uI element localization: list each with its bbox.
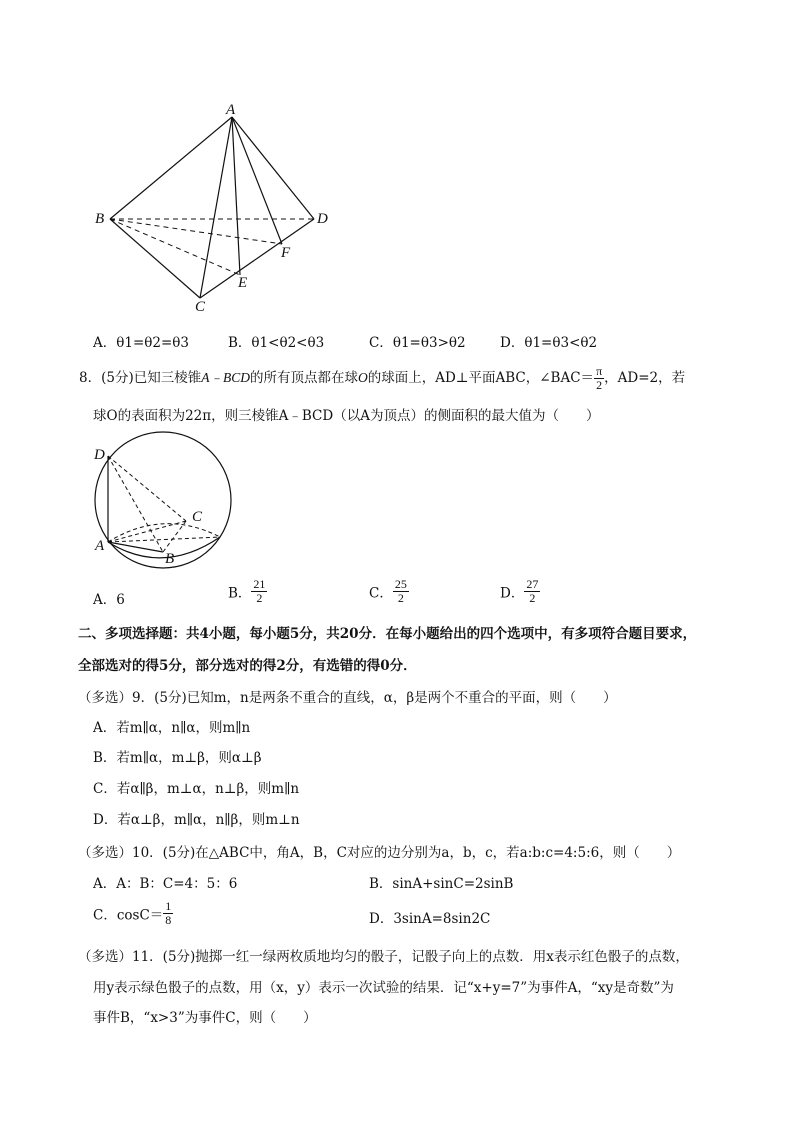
q10-option-c: C．cosC＝ $\frac{1}{8}$ — [93, 899, 172, 927]
q7-option-d: D．θ1=θ3<θ2 — [500, 335, 598, 351]
vertex-label-B: B — [95, 211, 105, 227]
q8-option-b: B． $\frac{21}{2}$ — [228, 577, 266, 605]
q10-option-b: B．sinA+sinC=2sinB — [369, 876, 514, 892]
q8-stem-line1: 8．(5分)已知三棱锥A﹣BCD的所有顶点都在球O的球面上，AD⊥平面ABC，∠BAC＝ $\frac{\pi}{2}$ ，AD=2，若 — [79, 364, 686, 392]
q10-option-a: A．A：B：C=4：5：6 — [93, 876, 238, 892]
sphere-label-A: A — [95, 538, 105, 554]
q7-option-a: A．θ1=θ2=θ3 — [93, 335, 190, 351]
q8-option-a: A．6 — [93, 592, 125, 608]
q9-stem: （多选）9．(5分)已知m，n是两条不重合的直线，α，β是两个不重合的平面，则（ ） — [78, 690, 617, 706]
q11-stem-line2: 用y表示绿色骰子的点数，用（x，y）表示一次试验的结果．记“x+y=7”为事件A，“xy是奇数”为 — [93, 980, 674, 996]
section-2-header-line2: 全部选对的得5分，部分选对的得2分，有选错的得0分． — [78, 658, 417, 674]
vertex-label-F: F — [281, 245, 291, 261]
q7-option-c: C．θ1=θ3>θ2 — [369, 335, 466, 351]
q10-option-d: D．3sinA=8sin2C — [369, 911, 491, 927]
q9-option-a: A．若m∥α，n∥α，则m∥n — [93, 720, 251, 736]
vertex-label-C: C — [195, 299, 206, 315]
q8-option-d: D． $\frac{27}{2}$ — [500, 577, 539, 605]
q9-option-d: D．若α⊥β，m∥α，n∥β，则m⊥n — [93, 812, 300, 828]
q10-stem: （多选）10．(5分)在△ABC中，角A，B，C对应的边分别为a，b，c，若a:b:c=4:5:6，则（ ） — [78, 845, 681, 861]
sphere-label-D: D — [94, 447, 105, 463]
q9-option-b: B．若m∥α，m⊥β，则α⊥β — [93, 750, 262, 766]
q11-stem-line3: 事件B，“x>3”为事件C，则（ ） — [93, 1010, 317, 1026]
vertex-label-D: D — [317, 211, 328, 227]
sphere-label-B: B — [165, 551, 175, 567]
q9-option-c: C．若α∥β，m⊥α，n⊥β，则m∥n — [93, 781, 300, 797]
vertex-label-A: A — [226, 102, 236, 118]
q8-option-c: C． $\frac{25}{2}$ — [369, 577, 407, 605]
q8-stem-line2: 球O的表面积为22π，则三棱锥A﹣BCD（以A为顶点）的侧面积的最大值为（ ） — [93, 408, 600, 424]
q8-angle-fraction: $\frac{\pi}{2}$ — [596, 364, 603, 392]
sphere-label-C: C — [192, 509, 203, 525]
q11-stem-line1: （多选）11．(5分)抛掷一红一绿两枚质地均匀的骰子，记骰子向上的点数．用x表示红色骰子的点数， — [78, 949, 689, 965]
vertex-label-E: E — [238, 275, 248, 291]
section-2-header-line1: 二、多项选择题：共4小题，每小题5分，共20分．在每小题给出的四个选项中，有多项符合题目要求， — [78, 626, 697, 642]
q7-option-b: B．θ1<θ2<θ3 — [228, 335, 325, 351]
